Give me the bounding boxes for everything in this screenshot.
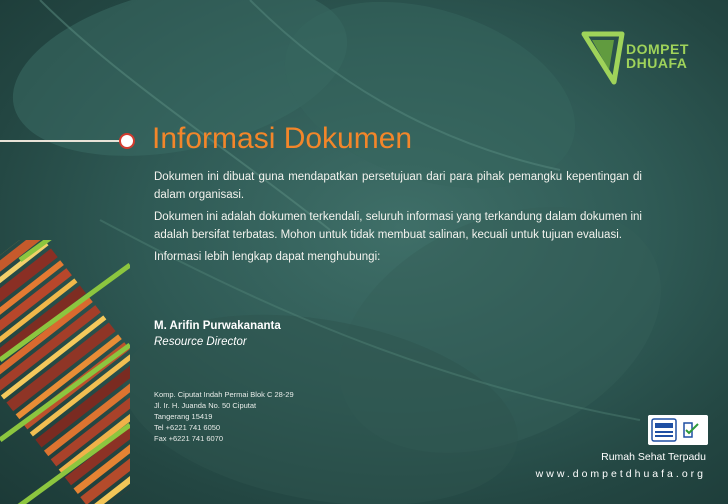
phone-line: Tel +6221 741 6050 (154, 423, 221, 432)
contact-name: M. Arifin Purwakananta (154, 320, 281, 332)
contact-role: Resource Director (154, 336, 247, 348)
address-line: Komp. Ciputat Indah Permai Blok C 28-29 (154, 390, 294, 399)
contact-person (154, 318, 281, 350)
paragraph-confidentiality: Dokumen ini adalah dokumen terkendali, seluruh informasi yang terkandung dalam dokumen ini adalah bersifat terbatas. Mohon untuk tidak membuat salinan, kecuali untuk tujuan evaluasi. (154, 211, 642, 241)
brand-name-line1: DOMPET (626, 41, 689, 57)
iso-certification-badge-icon (648, 415, 708, 445)
address-block (154, 389, 294, 444)
brand-name-line2: DHUAFA (626, 55, 688, 71)
document-title: Informasi Dokumen (152, 122, 413, 155)
address-line: Tangerang 15419 (154, 412, 213, 421)
document-body (154, 168, 642, 270)
title-rule (0, 140, 120, 142)
circle-bullet-icon (119, 133, 135, 149)
paragraph-purpose: Dokumen ini dibuat guna mendapatkan persetujuan dari para pihak pemangku kepentingan di dalam organisasi. (154, 171, 642, 201)
fax-line: Fax +6221 741 6070 (154, 434, 224, 443)
decorative-stripes (0, 240, 130, 504)
brand-name (626, 42, 689, 70)
footer-tagline: Rumah Sehat Terpadu (601, 451, 706, 463)
website-link[interactable]: www.dompetdhuafa.org (535, 468, 706, 480)
address-line: Jl. Ir. H. Juanda No. 50 Ciputat (154, 401, 257, 410)
paragraph-contact-intro: Informasi lebih lengkap dapat menghubungi: (154, 251, 381, 263)
